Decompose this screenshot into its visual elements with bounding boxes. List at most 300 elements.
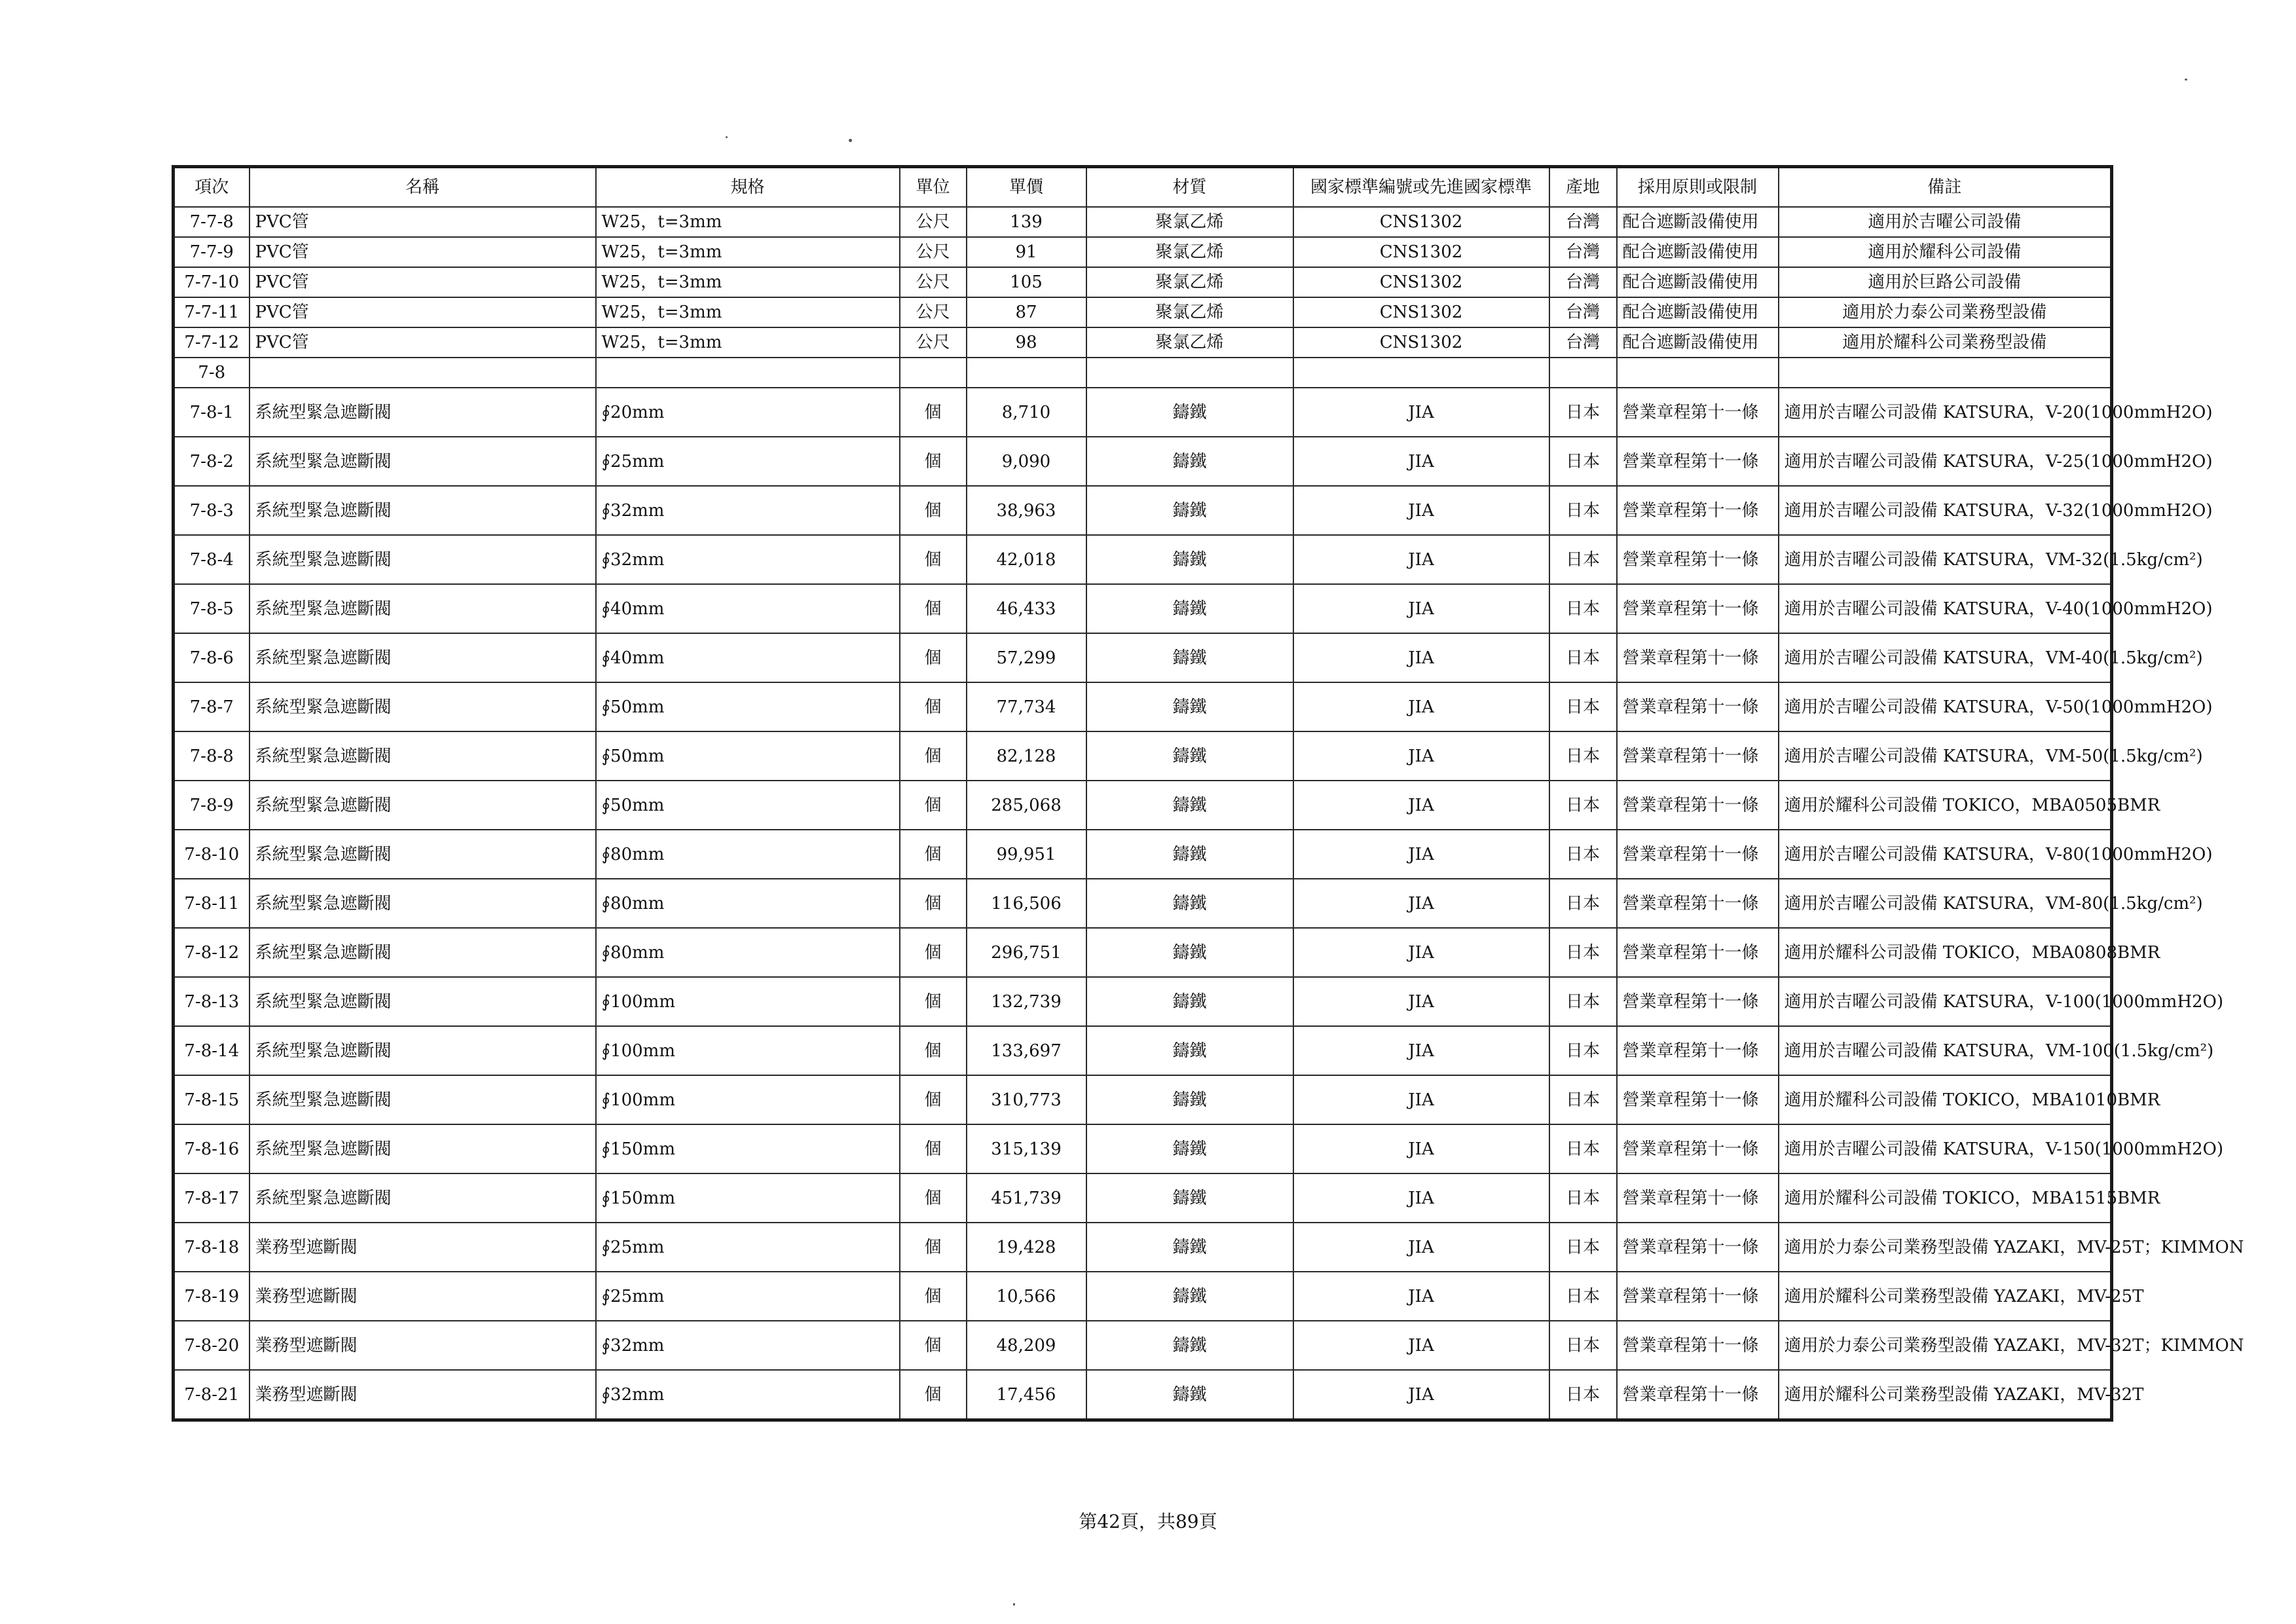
cell-no: 7-8-19	[174, 1272, 250, 1321]
cell-price: 9,090	[967, 437, 1086, 486]
table-row	[174, 207, 2112, 237]
cell-material: 鑄鐵	[1086, 682, 1293, 731]
cell-origin: 日本	[1549, 1026, 1617, 1075]
page-number: 第42頁，共89頁	[1079, 1511, 1217, 1532]
cell-spec: ∮40mm	[596, 584, 900, 633]
cell-spec: ∮50mm	[596, 682, 900, 731]
cell-material: 鑄鐵	[1086, 1272, 1293, 1321]
cell-no: 7-8-13	[174, 977, 250, 1026]
cell-origin: 台灣	[1549, 327, 1617, 358]
cell-spec: ∮100mm	[596, 977, 900, 1026]
table-row	[174, 437, 2112, 486]
cell-price: 296,751	[967, 928, 1086, 977]
cell-note: 適用於耀科公司設備	[1779, 237, 2112, 267]
cell-price: 99,951	[967, 830, 1086, 879]
cell-origin: 日本	[1549, 1223, 1617, 1272]
cell-price: 285,068	[967, 781, 1086, 830]
cell-unit: 個	[900, 1075, 967, 1124]
table-row	[174, 1370, 2112, 1420]
cell-origin	[1549, 358, 1617, 388]
cell-origin: 台灣	[1549, 297, 1617, 327]
cell-standard: JIA	[1293, 486, 1549, 535]
cell-unit: 個	[900, 437, 967, 486]
cell-origin: 日本	[1549, 977, 1617, 1026]
scan-speck	[849, 139, 852, 142]
cell-price: 105	[967, 267, 1086, 297]
cell-origin: 日本	[1549, 535, 1617, 584]
cell-spec: W25，t=3mm	[596, 267, 900, 297]
cell-name: 系統型緊急遮斷閥	[250, 977, 596, 1026]
cell-rule: 配合遮斷設備使用	[1617, 327, 1779, 358]
cell-material: 鑄鐵	[1086, 633, 1293, 682]
cell-rule: 營業章程第十一條	[1617, 1223, 1779, 1272]
cell-price: 91	[967, 237, 1086, 267]
cell-spec: ∮150mm	[596, 1173, 900, 1223]
cell-rule: 營業章程第十一條	[1617, 1075, 1779, 1124]
cell-name: 系統型緊急遮斷閥	[250, 633, 596, 682]
cell-standard: JIA	[1293, 1223, 1549, 1272]
cell-name: PVC管	[250, 207, 596, 237]
scan-speck	[726, 136, 728, 138]
cell-rule: 營業章程第十一條	[1617, 437, 1779, 486]
cell-origin: 日本	[1549, 437, 1617, 486]
cell-no: 7-8-10	[174, 830, 250, 879]
cell-spec: ∮50mm	[596, 781, 900, 830]
cell-standard: CNS1302	[1293, 297, 1549, 327]
header-price: 單價	[967, 167, 1086, 208]
cell-rule: 配合遮斷設備使用	[1617, 267, 1779, 297]
cell-unit: 個	[900, 388, 967, 437]
cell-unit: 個	[900, 1370, 967, 1420]
cell-name: 系統型緊急遮斷閥	[250, 584, 596, 633]
cell-standard: JIA	[1293, 437, 1549, 486]
cell-standard: JIA	[1293, 977, 1549, 1026]
price-table	[172, 165, 2244, 1422]
cell-standard: JIA	[1293, 781, 1549, 830]
table-row	[174, 1124, 2112, 1173]
cell-material: 鑄鐵	[1086, 1124, 1293, 1173]
cell-price: 19,428	[967, 1223, 1086, 1272]
cell-name: PVC管	[250, 327, 596, 358]
cell-rule: 配合遮斷設備使用	[1617, 237, 1779, 267]
cell-material: 鑄鐵	[1086, 731, 1293, 781]
cell-standard: JIA	[1293, 633, 1549, 682]
cell-name: 業務型遮斷閥	[250, 1321, 596, 1370]
cell-unit: 個	[900, 781, 967, 830]
cell-no: 7-7-8	[174, 207, 250, 237]
cell-material: 鑄鐵	[1086, 928, 1293, 977]
cell-name: 系統型緊急遮斷閥	[250, 388, 596, 437]
cell-material: 聚氯乙烯	[1086, 207, 1293, 237]
cell-note: 適用於吉曜公司設備 KATSURA，V-150(1000mmH2O)	[1779, 1124, 2112, 1173]
cell-standard: CNS1302	[1293, 237, 1549, 267]
cell-unit: 公尺	[900, 207, 967, 237]
table-row	[174, 682, 2112, 731]
cell-price: 116,506	[967, 879, 1086, 928]
cell-unit: 個	[900, 633, 967, 682]
scan-speck	[2185, 79, 2187, 81]
cell-material: 鑄鐵	[1086, 1370, 1293, 1420]
cell-name: 系統型緊急遮斷閥	[250, 535, 596, 584]
cell-no: 7-7-9	[174, 237, 250, 267]
cell-no: 7-8-12	[174, 928, 250, 977]
cell-rule: 營業章程第十一條	[1617, 1173, 1779, 1223]
cell-no: 7-8	[174, 358, 250, 388]
cell-material: 鑄鐵	[1086, 584, 1293, 633]
cell-standard: JIA	[1293, 1075, 1549, 1124]
cell-no: 7-8-5	[174, 584, 250, 633]
cell-note	[1779, 358, 2112, 388]
cell-rule: 營業章程第十一條	[1617, 1370, 1779, 1420]
cell-no: 7-8-4	[174, 535, 250, 584]
header-origin: 產地	[1549, 167, 1617, 208]
cell-standard: CNS1302	[1293, 327, 1549, 358]
cell-unit: 個	[900, 682, 967, 731]
cell-note: 適用於吉曜公司設備 KATSURA，VM-80(1.5kg/cm²)	[1779, 879, 2112, 928]
cell-unit: 個	[900, 977, 967, 1026]
table-row	[174, 584, 2112, 633]
table-row	[174, 830, 2112, 879]
cell-spec: W25，t=3mm	[596, 237, 900, 267]
cell-price: 133,697	[967, 1026, 1086, 1075]
cell-no: 7-8-16	[174, 1124, 250, 1173]
cell-spec: ∮20mm	[596, 388, 900, 437]
cell-spec: ∮25mm	[596, 437, 900, 486]
cell-origin: 日本	[1549, 584, 1617, 633]
cell-no: 7-8-7	[174, 682, 250, 731]
cell-name: 系統型緊急遮斷閥	[250, 781, 596, 830]
cell-note: 適用於吉曜公司設備 KATSURA，V-100(1000mmH2O)	[1779, 977, 2112, 1026]
cell-no: 7-8-14	[174, 1026, 250, 1075]
cell-name: 系統型緊急遮斷閥	[250, 879, 596, 928]
cell-rule: 營業章程第十一條	[1617, 584, 1779, 633]
cell-standard: JIA	[1293, 1124, 1549, 1173]
cell-no: 7-8-11	[174, 879, 250, 928]
table-row	[174, 1173, 2112, 1223]
cell-unit: 個	[900, 1173, 967, 1223]
cell-spec: W25，t=3mm	[596, 327, 900, 358]
cell-note: 適用於耀科公司業務型設備	[1779, 327, 2112, 358]
cell-origin: 日本	[1549, 486, 1617, 535]
table-row	[174, 879, 2112, 928]
cell-note: 適用於吉曜公司設備	[1779, 207, 2112, 237]
cell-note: 適用於力泰公司業務型設備 YAZAKI，MV-32T；KIMMON	[1779, 1321, 2112, 1370]
cell-spec: ∮100mm	[596, 1075, 900, 1124]
cell-note: 適用於耀科公司設備 TOKICO，MBA1515BMR	[1779, 1173, 2112, 1223]
table-row	[174, 928, 2112, 977]
cell-price: 87	[967, 297, 1086, 327]
cell-no: 7-8-20	[174, 1321, 250, 1370]
cell-name: 業務型遮斷閥	[250, 1272, 596, 1321]
cell-standard: JIA	[1293, 928, 1549, 977]
cell-rule: 營業章程第十一條	[1617, 486, 1779, 535]
cell-spec: ∮32mm	[596, 535, 900, 584]
table-row	[174, 358, 2112, 388]
cell-rule: 營業章程第十一條	[1617, 977, 1779, 1026]
table-row	[174, 388, 2112, 437]
cell-name: 系統型緊急遮斷閥	[250, 486, 596, 535]
cell-origin: 日本	[1549, 731, 1617, 781]
cell-standard: JIA	[1293, 1026, 1549, 1075]
cell-rule: 配合遮斷設備使用	[1617, 297, 1779, 327]
cell-no: 7-7-10	[174, 267, 250, 297]
cell-material: 鑄鐵	[1086, 486, 1293, 535]
cell-unit: 個	[900, 535, 967, 584]
cell-note: 適用於巨路公司設備	[1779, 267, 2112, 297]
cell-rule: 營業章程第十一條	[1617, 633, 1779, 682]
cell-name: 系統型緊急遮斷閥	[250, 437, 596, 486]
header-unit: 單位	[900, 167, 967, 208]
cell-origin: 日本	[1549, 879, 1617, 928]
cell-unit: 個	[900, 1272, 967, 1321]
cell-rule	[1617, 358, 1779, 388]
cell-origin: 台灣	[1549, 267, 1617, 297]
cell-no: 7-8-18	[174, 1223, 250, 1272]
cell-origin: 日本	[1549, 1075, 1617, 1124]
cell-no: 7-8-17	[174, 1173, 250, 1223]
cell-rule: 營業章程第十一條	[1617, 1026, 1779, 1075]
cell-note: 適用於力泰公司業務型設備 YAZAKI，MV-25T；KIMMON	[1779, 1223, 2112, 1272]
cell-rule: 營業章程第十一條	[1617, 1272, 1779, 1321]
table-row	[174, 1026, 2112, 1075]
cell-name: 系統型緊急遮斷閥	[250, 830, 596, 879]
table-row	[174, 535, 2112, 584]
cell-note: 適用於吉曜公司設備 KATSURA，VM-100(1.5kg/cm²)	[1779, 1026, 2112, 1075]
price-table-container	[172, 165, 2244, 1422]
cell-no: 7-8-3	[174, 486, 250, 535]
table-row	[174, 237, 2112, 267]
cell-material: 鑄鐵	[1086, 1026, 1293, 1075]
cell-spec: ∮80mm	[596, 928, 900, 977]
cell-note: 適用於吉曜公司設備 KATSURA，VM-32(1.5kg/cm²)	[1779, 535, 2112, 584]
cell-price: 38,963	[967, 486, 1086, 535]
cell-material: 聚氯乙烯	[1086, 297, 1293, 327]
cell-spec: ∮32mm	[596, 1321, 900, 1370]
cell-unit: 公尺	[900, 297, 967, 327]
cell-spec: ∮80mm	[596, 879, 900, 928]
cell-no: 7-8-15	[174, 1075, 250, 1124]
cell-unit: 個	[900, 1321, 967, 1370]
cell-origin: 日本	[1549, 1321, 1617, 1370]
cell-name: 系統型緊急遮斷閥	[250, 928, 596, 977]
cell-standard: JIA	[1293, 388, 1549, 437]
cell-price: 98	[967, 327, 1086, 358]
cell-material: 聚氯乙烯	[1086, 327, 1293, 358]
cell-note: 適用於耀科公司設備 TOKICO，MBA1010BMR	[1779, 1075, 2112, 1124]
cell-standard: JIA	[1293, 682, 1549, 731]
cell-price: 315,139	[967, 1124, 1086, 1173]
cell-no: 7-8-8	[174, 731, 250, 781]
cell-material: 聚氯乙烯	[1086, 237, 1293, 267]
cell-name: 系統型緊急遮斷閥	[250, 682, 596, 731]
cell-material: 鑄鐵	[1086, 1223, 1293, 1272]
cell-unit: 個	[900, 584, 967, 633]
cell-no: 7-8-1	[174, 388, 250, 437]
table-row	[174, 781, 2112, 830]
cell-name: 業務型遮斷閥	[250, 1370, 596, 1420]
cell-note: 適用於吉曜公司設備 KATSURA，V-25(1000mmH2O)	[1779, 437, 2112, 486]
header-material: 材質	[1086, 167, 1293, 208]
table-header-row	[174, 167, 2112, 208]
cell-origin: 日本	[1549, 633, 1617, 682]
cell-standard: JIA	[1293, 1321, 1549, 1370]
cell-name: PVC管	[250, 237, 596, 267]
cell-name: 業務型遮斷閥	[250, 1223, 596, 1272]
cell-price: 8,710	[967, 388, 1086, 437]
cell-material: 聚氯乙烯	[1086, 267, 1293, 297]
table-row	[174, 633, 2112, 682]
table-row	[174, 1321, 2112, 1370]
cell-note: 適用於吉曜公司設備 KATSURA，V-40(1000mmH2O)	[1779, 584, 2112, 633]
cell-price: 310,773	[967, 1075, 1086, 1124]
table-row	[174, 731, 2112, 781]
cell-material: 鑄鐵	[1086, 879, 1293, 928]
cell-origin: 台灣	[1549, 237, 1617, 267]
cell-rule: 營業章程第十一條	[1617, 535, 1779, 584]
cell-price: 82,128	[967, 731, 1086, 781]
cell-origin: 日本	[1549, 1370, 1617, 1420]
cell-material: 鑄鐵	[1086, 1075, 1293, 1124]
cell-origin: 日本	[1549, 830, 1617, 879]
cell-spec: ∮40mm	[596, 633, 900, 682]
cell-rule: 營業章程第十一條	[1617, 1124, 1779, 1173]
table-row	[174, 1223, 2112, 1272]
cell-spec: ∮32mm	[596, 486, 900, 535]
cell-origin: 日本	[1549, 388, 1617, 437]
cell-name	[250, 358, 596, 388]
table-row	[174, 1075, 2112, 1124]
cell-rule: 營業章程第十一條	[1617, 388, 1779, 437]
cell-no: 7-8-9	[174, 781, 250, 830]
cell-name: 系統型緊急遮斷閥	[250, 1173, 596, 1223]
cell-no: 7-7-11	[174, 297, 250, 327]
cell-note: 適用於吉曜公司設備 KATSURA，V-20(1000mmH2O)	[1779, 388, 2112, 437]
cell-name: PVC管	[250, 297, 596, 327]
cell-rule: 營業章程第十一條	[1617, 1321, 1779, 1370]
cell-unit: 個	[900, 1223, 967, 1272]
cell-spec: ∮50mm	[596, 731, 900, 781]
cell-spec: ∮25mm	[596, 1223, 900, 1272]
table-row	[174, 327, 2112, 358]
cell-origin: 日本	[1549, 928, 1617, 977]
cell-standard: JIA	[1293, 1370, 1549, 1420]
cell-origin: 日本	[1549, 682, 1617, 731]
cell-rule: 營業章程第十一條	[1617, 781, 1779, 830]
cell-name: 系統型緊急遮斷閥	[250, 1026, 596, 1075]
table-row	[174, 977, 2112, 1026]
cell-name: 系統型緊急遮斷閥	[250, 1075, 596, 1124]
header-rule: 採用原則或限制	[1617, 167, 1779, 208]
cell-origin: 台灣	[1549, 207, 1617, 237]
cell-price: 17,456	[967, 1370, 1086, 1420]
cell-note: 適用於吉曜公司設備 KATSURA，VM-40(1.5kg/cm²)	[1779, 633, 2112, 682]
table-row	[174, 297, 2112, 327]
cell-material: 鑄鐵	[1086, 830, 1293, 879]
cell-unit: 個	[900, 1124, 967, 1173]
table-row	[174, 1272, 2112, 1321]
cell-standard: CNS1302	[1293, 207, 1549, 237]
cell-note: 適用於吉曜公司設備 KATSURA，V-32(1000mmH2O)	[1779, 486, 2112, 535]
cell-rule: 營業章程第十一條	[1617, 682, 1779, 731]
cell-material: 鑄鐵	[1086, 535, 1293, 584]
header-note: 備註	[1779, 167, 2112, 208]
header-no: 項次	[174, 167, 250, 208]
cell-name: PVC管	[250, 267, 596, 297]
cell-standard: JIA	[1293, 731, 1549, 781]
cell-note: 適用於吉曜公司設備 KATSURA，VM-50(1.5kg/cm²)	[1779, 731, 2112, 781]
cell-spec: ∮25mm	[596, 1272, 900, 1321]
cell-price: 139	[967, 207, 1086, 237]
cell-price: 42,018	[967, 535, 1086, 584]
cell-origin: 日本	[1549, 1173, 1617, 1223]
cell-unit: 公尺	[900, 267, 967, 297]
cell-standard	[1293, 358, 1549, 388]
cell-material	[1086, 358, 1293, 388]
cell-no: 7-7-12	[174, 327, 250, 358]
cell-material: 鑄鐵	[1086, 977, 1293, 1026]
cell-material: 鑄鐵	[1086, 437, 1293, 486]
cell-rule: 營業章程第十一條	[1617, 731, 1779, 781]
cell-spec: ∮80mm	[596, 830, 900, 879]
cell-rule: 配合遮斷設備使用	[1617, 207, 1779, 237]
cell-unit: 個	[900, 830, 967, 879]
cell-price: 132,739	[967, 977, 1086, 1026]
cell-price	[967, 358, 1086, 388]
cell-note: 適用於耀科公司設備 TOKICO，MBA0808BMR	[1779, 928, 2112, 977]
cell-unit: 個	[900, 928, 967, 977]
cell-unit: 個	[900, 731, 967, 781]
cell-standard: JIA	[1293, 535, 1549, 584]
cell-unit: 公尺	[900, 327, 967, 358]
header-standard: 國家標準編號或先進國家標準	[1293, 167, 1549, 208]
cell-material: 鑄鐵	[1086, 1321, 1293, 1370]
cell-spec: ∮32mm	[596, 1370, 900, 1420]
cell-unit: 公尺	[900, 237, 967, 267]
cell-note: 適用於吉曜公司設備 KATSURA，V-50(1000mmH2O)	[1779, 682, 2112, 731]
header-spec: 規格	[596, 167, 900, 208]
cell-no: 7-8-6	[174, 633, 250, 682]
cell-unit: 個	[900, 879, 967, 928]
table-body	[174, 207, 2244, 1420]
cell-spec: ∮150mm	[596, 1124, 900, 1173]
cell-spec: ∮100mm	[596, 1026, 900, 1075]
cell-origin: 日本	[1549, 1124, 1617, 1173]
cell-spec: W25，t=3mm	[596, 297, 900, 327]
cell-standard: JIA	[1293, 584, 1549, 633]
cell-no: 7-8-21	[174, 1370, 250, 1420]
cell-unit: 個	[900, 1026, 967, 1075]
cell-origin: 日本	[1549, 781, 1617, 830]
cell-rule: 營業章程第十一條	[1617, 928, 1779, 977]
cell-price: 77,734	[967, 682, 1086, 731]
cell-price: 57,299	[967, 633, 1086, 682]
table-row	[174, 486, 2112, 535]
cell-price: 451,739	[967, 1173, 1086, 1223]
cell-note: 適用於耀科公司業務型設備 YAZAKI，MV-32T	[1779, 1370, 2112, 1420]
cell-origin: 日本	[1549, 1272, 1617, 1321]
scan-speck	[1013, 1603, 1015, 1606]
cell-note: 適用於耀科公司設備 TOKICO，MBA0505BMR	[1779, 781, 2112, 830]
table-row	[174, 267, 2112, 297]
cell-standard: CNS1302	[1293, 267, 1549, 297]
cell-rule: 營業章程第十一條	[1617, 879, 1779, 928]
cell-note: 適用於耀科公司業務型設備 YAZAKI，MV-25T	[1779, 1272, 2112, 1321]
cell-standard: JIA	[1293, 1272, 1549, 1321]
cell-price: 48,209	[967, 1321, 1086, 1370]
cell-note: 適用於力泰公司業務型設備	[1779, 297, 2112, 327]
cell-spec	[596, 358, 900, 388]
cell-standard: JIA	[1293, 879, 1549, 928]
